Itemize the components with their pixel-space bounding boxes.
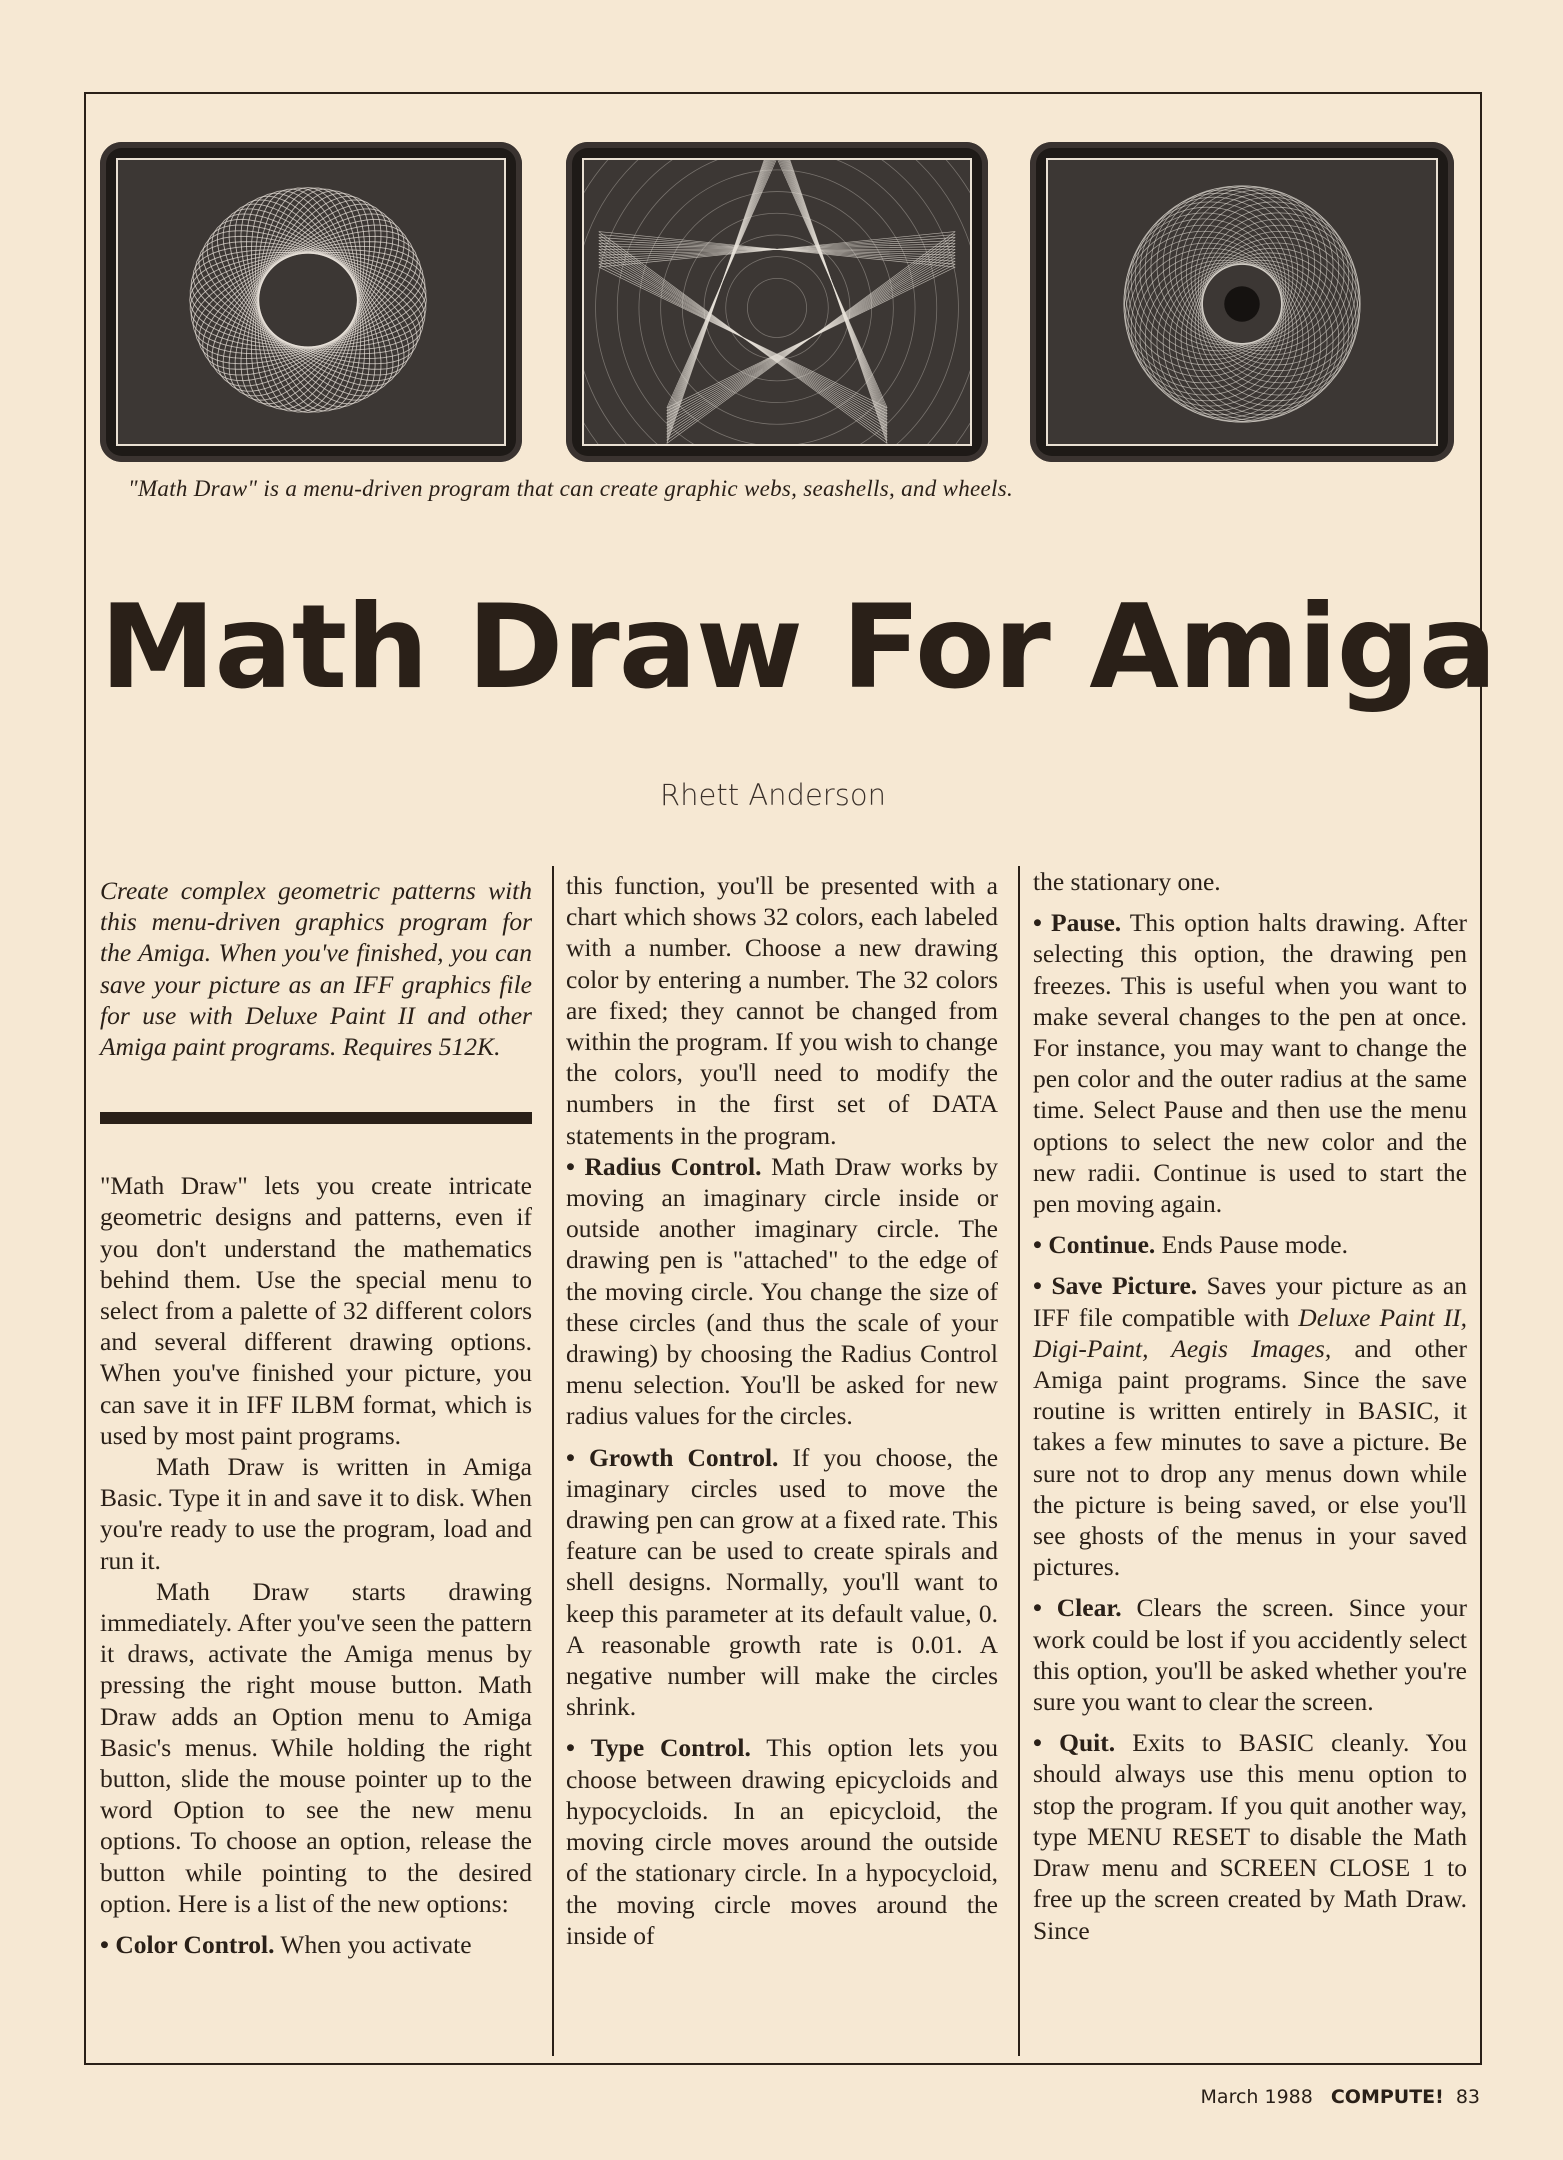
screenshot-strip — [100, 142, 1460, 462]
article-title: Math Draw For Amiga — [100, 580, 1496, 715]
issue-date: March 1988 — [1200, 2086, 1313, 2108]
body-paragraph: "Math Draw" lets you create intricate geometric designs and patterns, even if you don't understand the mathematics behind them. Use the special menu to select from a palette of 32 different colors and several different drawing options. When you've finished your picture, you can save it in IFF ILBM format, which is used by most paint programs. — [100, 1171, 532, 1450]
option-text: If you choose, the imaginary circles used to move the drawing pen can grow at a fixed rate. This feature can be used to create spirals and shell designs. Normally, you'll want to keep this parameter at its default value, 0. A reasonable growth rate is 0.01. A negative number will make the circles shrink. — [566, 1442, 999, 1722]
bullet: • — [1033, 908, 1042, 938]
star-pattern-image — [584, 160, 970, 444]
option-name: Clear. — [1056, 1593, 1122, 1623]
option-text: Exits to BASIC cleanly. You should always use this menu option to stop the program. If you quit another way, type MENU RESET to disable the Math Draw menu and SCREEN CLOSE 1 to free up the screen created by Math Draw. Since — [1033, 1728, 1468, 1945]
screen-wheel-pattern — [1030, 142, 1454, 462]
screen-web-pattern — [100, 142, 522, 462]
option-growth-control — [566, 1442, 998, 1723]
option-name: Pause. — [1051, 908, 1122, 938]
screen-star-pattern — [566, 142, 988, 462]
option-clear — [1033, 1592, 1467, 1717]
option-text: Math Draw works by moving an imaginary circle inside or outside another imaginary circle. The drawing pen is "attached" to the edge of the moving circle. You change the size of these circles (and thus the scale of your drawing) by choosing the Radius Control menu selection. You'll be asked for new radius values for the circles. — [566, 1151, 999, 1431]
option-name: Quit. — [1059, 1728, 1116, 1758]
figure-caption: "Math Draw" is a menu-driven program that can create graphic webs, seashells, and wheels. — [128, 476, 1013, 501]
column-2 — [566, 870, 998, 1951]
page-footer — [1000, 2086, 1480, 2108]
web-pattern-image — [118, 160, 504, 444]
bullet: • — [566, 1442, 575, 1472]
bullet: • — [566, 1151, 575, 1181]
option-text: this function, you'll be presented with a chart which shows 32 colors, each labeled with a number. Choose a new drawing color by entering a number. The 32 colors are fixed; they cannot be changed from within the program. If you wish to change the colors, you'll need to modify the numbers in the first set of DATA statements in the program. — [566, 871, 998, 1150]
option-text: Clears the screen. Since your work could be lost if you accidently select this option, you'll be asked whether you're sure you want to clear the screen. — [1033, 1593, 1468, 1717]
magazine-name: COMPUTE! — [1330, 2086, 1444, 2108]
option-pause — [1033, 907, 1467, 1219]
option-name: Growth Control. — [588, 1442, 779, 1472]
body-paragraph: Math Draw starts drawing immediately. After you've seen the pattern it draws, activate the Amiga menus by pressing the right mouse button. Math Draw adds an Option menu to Amiga Basic's menus. While holding the right button, slide the mouse pointer up to the word Option to see the new menu options. To choose an option, release the button while pointing to the desired option. Here is a list of the new options: — [100, 1576, 532, 1918]
option-text: and other Amiga paint programs. Since the save routine is written entirely in BASIC, it takes a few minutes to save a picture. Be sure not to drop any menus down while the picture is being saved, or else you'll see ghosts of the menus in your saved pictures. — [1033, 1333, 1467, 1582]
option-continue — [1033, 1229, 1467, 1260]
bullet: • — [566, 1733, 575, 1763]
bullet: • — [1033, 1593, 1042, 1623]
column-1 — [100, 875, 532, 1960]
wheel-pattern-image — [1048, 160, 1436, 444]
option-text: Ends Pause mode. — [1161, 1230, 1348, 1260]
option-color-control — [100, 1929, 532, 1960]
option-text: This option lets you choose between drawing epicycloids and hypocycloids. In an epicycloid, the moving circle moves around the outside of the stationary circle. In a hypocycloid, the moving circle moves around the inside of — [566, 1733, 998, 1950]
bullet: • — [1033, 1271, 1042, 1301]
option-type-control — [566, 1732, 998, 1950]
option-radius-control — [566, 1151, 998, 1432]
option-save-picture — [1033, 1270, 1467, 1582]
option-name: Color Control. — [115, 1930, 275, 1960]
bullet: • — [1033, 1728, 1042, 1758]
product-names: Deluxe Paint II, Digi-Paint, Aegis Images, — [1033, 1302, 1467, 1363]
option-text: Saves your picture as an IFF file compatible with — [1033, 1271, 1467, 1332]
bullet: • — [1033, 1230, 1042, 1260]
option-text: This option halts drawing. After selecting this option, the drawing pen freezes. This is useful when you want to make several changes to the pen at once. For instance, you may want to change the pen color and the outer radius at the same time. Select Pause and then use the menu options to select the new color and the new radii. Continue is used to start the pen moving again. — [1033, 908, 1468, 1219]
option-text: the stationary one. — [1033, 867, 1221, 896]
column-divider — [1018, 866, 1020, 2056]
body-paragraph: Math Draw is written in Amiga Basic. Type it in and save it to disk. When you're ready to use the program, load and run it. — [100, 1452, 532, 1575]
column-divider — [552, 866, 554, 2056]
option-text: When you activate — [280, 1930, 472, 1960]
option-name: Save Picture. — [1051, 1271, 1198, 1301]
byline: Rhett Anderson — [660, 778, 886, 812]
article-deck: Create complex geometric patterns with this menu-driven graphics program for the Amiga. When you've finished, you can save your picture as an IFF graphics file for use with Deluxe Paint II and other Amiga paint programs. Requires 512K. — [100, 876, 532, 1062]
option-name: Radius Control. — [584, 1151, 762, 1181]
deck-rule — [100, 1112, 532, 1124]
page-number: 83 — [1455, 2086, 1480, 2108]
option-name: Continue. — [1048, 1230, 1156, 1260]
option-name: Type Control. — [590, 1733, 751, 1763]
column-3 — [1033, 866, 1467, 1946]
bullet: • — [100, 1930, 109, 1960]
option-quit — [1033, 1727, 1467, 1945]
